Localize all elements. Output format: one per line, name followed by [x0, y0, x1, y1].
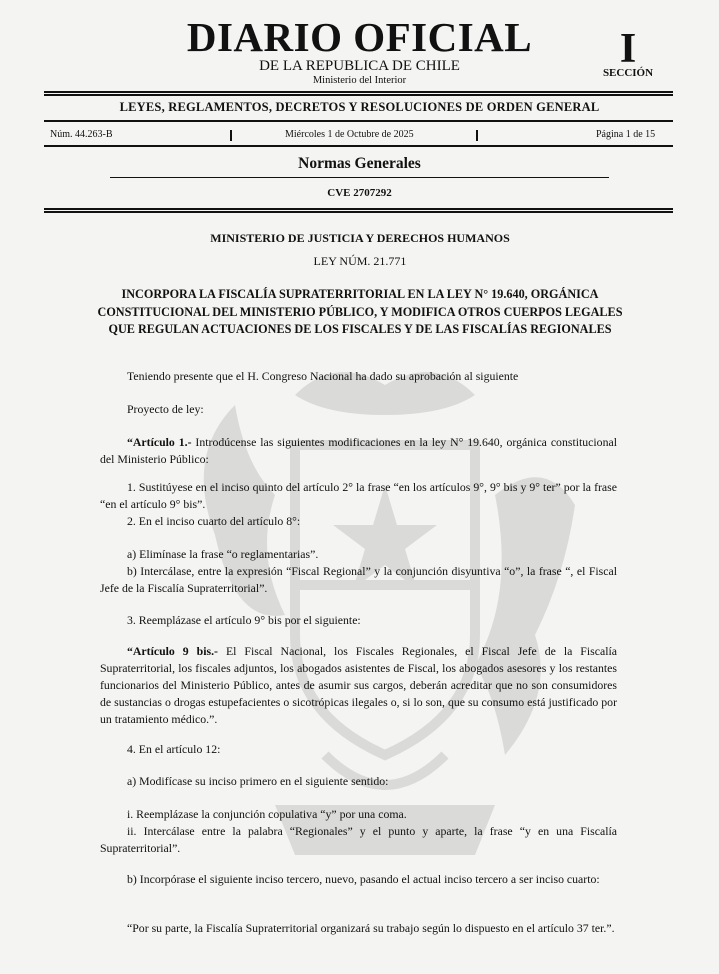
item-2a: a) Elimínase la frase “o reglamentarias”. [127, 547, 319, 561]
cve-code: CVE 2707292 [327, 187, 392, 199]
section-number: I [619, 26, 637, 72]
masthead-subtitle: DE LA REPUBLICA DE CHILE [259, 58, 460, 74]
band-rule [44, 120, 673, 122]
top-rule-thick [44, 94, 673, 96]
page-indicator: Página 1 de 15 [596, 129, 656, 140]
law-title: INCORPORA LA FISCALÍA SUPRATERRITORIAL EN LA LEY N° 19.640, ORGÁNICA CONSTITUCIONAL DEL MINISTERIO PÚBLICO, Y MODIFICA OTROS CUERPOS LEGALES QUE REGULAN ACTUACIONES DE LOS FISCALES Y DE LAS FISCALÍAS REGIONALES [97, 287, 623, 336]
law-number: LEY NÚM. 21.771 [313, 254, 407, 268]
preamble-paragraph: Teniendo presente que el H. Congreso Nacional ha dado su aprobación al siguiente [127, 369, 519, 383]
article-1-paragraph [100, 434, 617, 468]
ministry-heading: MINISTERIO DE JUSTICIA Y DERECHOS HUMANOS [210, 231, 510, 245]
item-4: 4. En el artículo 12: [127, 742, 221, 756]
header-band: LEYES, REGLAMENTOS, DECRETOS Y RESOLUCIONES DE ORDEN GENERAL [119, 100, 600, 114]
item-2b: b) Intercálase, entre la expresión “Fiscal Regional” y la conjunción disyuntiva “o”, la frase “, el Fiscal Jefe de la Fiscalía Supraterritorial”. [100, 564, 617, 595]
bill-heading: Proyecto de ley: [127, 402, 204, 416]
item-3: 3. Reemplázase el artículo 9° bis por el siguiente: [127, 613, 361, 627]
top-rule [44, 91, 673, 93]
article-9-bis-paragraph [100, 643, 617, 728]
separator-bar [230, 130, 232, 141]
article-9-bis-text: El Fiscal Nacional, los Fiscales Regionales, el Fiscal Jefe de la Fiscalía Supraterritorial, los fiscales adjuntos, los abogados asistentes de Fiscal, los abogados asesores y los restantes funcionarios del Ministerio Público, antes de asumir sus cargos, deberán acreditar que no son consumidores de sustancias o drogas estupefacientes o sicotrópicas ilegales o, si lo son, que su consumo está justificado por un tratamiento médico.”. [100, 644, 617, 726]
article-1-text: Introdúcense las siguientes modificaciones en la ley N° 19.640, orgánica constitucional del Ministerio Público: [100, 435, 617, 466]
item-4a-ii: ii. Intercálase entre la palabra “Regionales” y el punto y aparte, la frase “y en una Fiscalía Supraterritorial”. [100, 824, 617, 855]
issue-date: Miércoles 1 de Octubre de 2025 [285, 129, 414, 140]
cve-rule-thick [44, 211, 673, 213]
item-4a: a) Modifícase su inciso primero en el siguiente sentido: [127, 774, 389, 788]
normas-rule [110, 177, 609, 178]
cve-rule [44, 208, 673, 210]
article-1-label: “Artículo 1.- [127, 435, 192, 449]
issue-number: Núm. 44.263-B [50, 129, 113, 140]
info-rule [44, 145, 673, 147]
article-9-bis-label: “Artículo 9 bis.- [127, 644, 218, 658]
separator-bar [476, 130, 478, 141]
section-heading: Normas Generales [298, 155, 421, 172]
masthead-ministry: Ministerio del Interior [312, 75, 407, 86]
item-4a-i: i. Reemplázase la conjunción copulativa “y” por una coma. [127, 807, 407, 821]
item-4b: b) Incorpórase el siguiente inciso tercero, nuevo, pasando el actual inciso tercero a ser inciso cuarto: [127, 872, 600, 886]
item-1: 1. Sustitúyese en el inciso quinto del artículo 2° la frase “en los artículos 9°, 9° bis y 9° ter” por la frase “en el artículo 9° bis”. [100, 480, 617, 511]
masthead-title: DIARIO OFICIAL [186, 14, 533, 60]
quoted-paragraph: “Por su parte, la Fiscalía Supraterritorial organizará su trabajo según lo dispuesto en el artículo 37 ter.”. [127, 921, 615, 935]
item-2: 2. En el inciso cuarto del artículo 8°: [127, 514, 301, 528]
section-label: SECCIÓN [602, 67, 654, 79]
